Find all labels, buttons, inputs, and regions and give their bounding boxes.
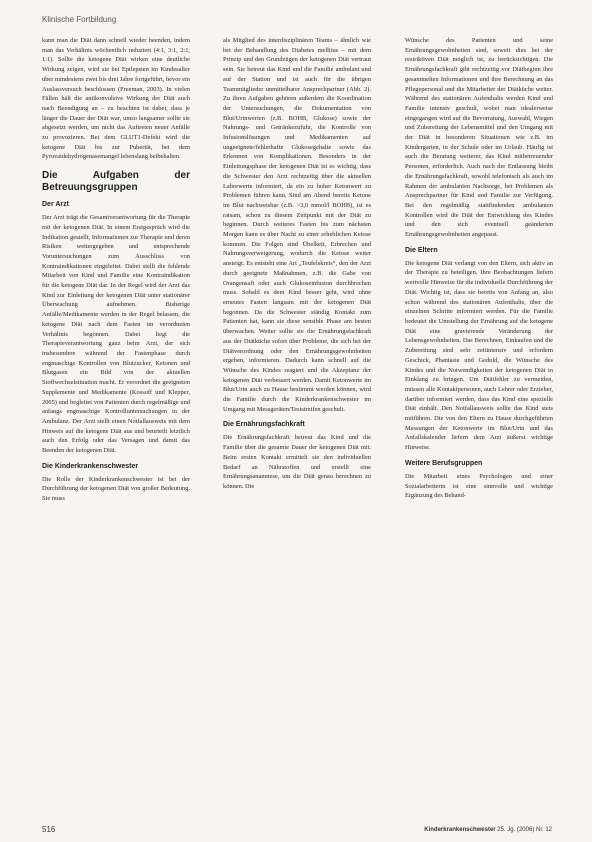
subheading-arzt: Der Arzt <box>42 201 69 209</box>
journal-citation <box>424 827 552 833</box>
text-column-2 <box>223 36 371 812</box>
paragraph: Der Arzt trägt die Gesamtverantwortung für die Therapie mit der ketogenen Diät. In einem Erstgespräch wird die Indikation gestellt, Informationen zur Therapie und deren Risiken weitergegeben und entsprechende Voruntersuchungen zum Ausschluss von Kontraindikationen eingeleitet. Dabei stellt die fehlende Mitarbeit von Kind und Familie eine Kontraindikation für die ketogene Diät dar. In der Regel wird der Arzt das Kind zur Einleitung der ketogenen Diät unter stationärer Überwachung aufnehmen. Bisherige Anfälle/Medikamente werden in der Regel belassen, die ketogene Diät nach dem Fasten im verordneten Verhältnis begonnen. Dabei liegt die Therapieverantwortung ganz beim Arzt, der sich insbesondere während der Fastenphase durch engmaschige Kontrollen von Blutzucker, Ketonen und Blutgasen ein Bild von der aktuellen Stoffwechselsituation macht. Er verordnet die geeigneten Supplemente und Medikamente (Kossoff und Klepper, 2005) und begleitet von Patienten durch regelmäßige und anfangs engmaschige Kontrolluntersuchungen in der Ambulanz. Der Arzt stellt einen Notfallausweis mit dem Hinweis auf die ketogene Diät aus und beurteilt letztlich auch den Erfolg oder das Versagen und damit das Beenden der ketogenen Diät. <box>42 214 190 455</box>
paragraph: als Mitglied des interdisziplinären Teams – ähnlich wie bei der Behandlung des Diabetes mellitus – mit dem Prinzip und den Grundzügen der ketogenen Diät vertraut sein. Sie betreut das Kind und die Familie ambulant und auf der Station und ist auch für die übrigen Teammitglieder unmittelbarer Ansprechpartner (Abb. 2). Zu ihren Aufgaben gehören außerdem die Koordination der Untersuchungen, die Dokumentation von Blut/Urinwerten (z.B. BOHB, Glukose) sowie der Nahrungs- und Getränkezufuhr, die Kontrolle von Infusionslösungen und Medikamenten auf ungeeignete/fehlerhafte Glukosegehalte sowie das Erkennen von Komplikationen. Besonders in der Einleitungsphase der ketogenen Diät ist es wichtig, dass die Schwester den Arzt rechtzeitig über die aktuellen Laborwerte informiert, da ein zu hoher Ketonwert zu Problemen führen kann. Sind am Abend bereits Ketone im Blut nachweisbar (z.B. >3,0 mmol/l BOHB), ist es ratsam, schon zu diesem Zeitpunkt mit der Diät zu beginnen. Durch weiteres Fasten bis zum nächsten Morgen kann es über Nacht zu einer erheblichen Ketose kommen. Die Folgen sind Übelkeit, Erbrechen und Nahrungsverweigerung, wodurch die Ketose weiter ansteigt. Es entsteht eine Art „Teufelskreis“, den der Arzt durch geeignete Maßnahmen, z.B. die Gabe von Orangensaft oder auch Glukoseinfusion durchbrechen muss. Sobald es dem Kind besser geht, wird ohne erneutes Fasten langsam mit der ketogenen Diät begonnen. Da die Schwester ständig Kontakt zum Patienten hat, kann sie diese sensible Phase am besten überwachen. Weiter sollte sie die Ernährungsfachkraft aus der Diätküche sofort über Probleme, die sich bei der Diätverordnung oder den Ernährungsgewohnheiten ergeben, informieren. Dadurch kann schnell auf die Wünsche des Kindes reagiert und die Akzeptanz der ketogenen Diät verbessert werden. Damit Ketonwerte im Blut/Urin auch zu Hause bestimmt werden können, wird die Familie durch die Kinderkrankenschwester im Umgang mit Messgeräten/Teststreifen geschult. <box>223 37 371 413</box>
section-title: Die Aufgaben der Betreuungsgruppen <box>42 170 190 194</box>
subheading-weitere-berufsgruppen: Weitere Berufsgruppen <box>405 459 483 467</box>
paragraph: Die ketogene Diät verlangt von den Eltern, sich aktiv an der Therapie zu beteiligen. Ihre Beobachtungen liefern wertvolle Hinweise für die individuelle Durchführung der Diät. Wichtig ist, dass sie bereits von Anfang an, also schon während des stationären Aufenthalts, über die einzelnen Schritte informiert werden. Für die Familie bedeutet die Umstellung der Ernährung auf die ketogene Diät eine gravierende Veränderung der Lebensgewohnheiten. Das Berechnen, Einkaufen und die Zubereitung sind sehr zeitintensiv und erfordern Geschick, Phantasie und Geduld, die Wünsche des Kindes und die Notwendigkeiten der ketogenen Diät in Einklang zu bringen. Um Diätfehler zu vermeiden, müssen alle Kontaktpersonen, auch Lehrer oder Erzieher, darüber informiert werden, dass das Kind eine spezielle Diät einhält. Den Notfallausweis sollte das Kind stets mitführen. Die von den Eltern zu Hause durchgeführten Messungen der Ketonwerte im Blut/Urin und das Anfallskalender liefern dem Arzt äußerst wichtige Hinweise. <box>405 259 553 452</box>
journal-issue: 25. Jg. (2006) Nr. 12 <box>495 827 552 833</box>
running-head: Klinische Fortbildung <box>42 15 117 24</box>
subheading-kinderkrankenschwester: Die Kinderkrankenschwester <box>42 462 139 470</box>
paragraph: Die Mitarbeit eines Psychologen und einer Sozialarbeiterin ist eine sinnvolle und wichtige Ergänzung des Behand- <box>405 472 553 500</box>
text-column-3 <box>405 36 553 812</box>
subheading-ernaehrungsfachkraft: Die Ernährungsfachkraft <box>223 421 305 429</box>
subheading-eltern: Die Eltern <box>405 246 438 254</box>
paragraph: Die Rolle der Kinderkrankenschwester ist bei der Durchführung der ketogenen Diät von großer Bedeutung. Sie muss <box>42 475 190 503</box>
paragraph: Wünsche des Patienten und seine Ernährungsgewohnheiten sind, soweit dies bei der restriktiven Diät möglich ist, zu berücksichtigen. Die Ernährungsfachkraft gibt rechtzeitig vor Diätbeginn ihre gesammelten Informationen und ihre Berechnung an das Pflegepersonal und die Mitarbeiter der Diätküche weiter. Während des stationären Aufenthalts werden Kind und Familie intensiv geschult, wobei man idealerweise eingegangen wird auf die Bevorratung, Auswahl, Wiegen und Zubereitung der Lebensmittel und den Umgang mit der Diät in besonderen Situationen wie z.B. im Kindergarten, in der Schule oder im Urlaub. Häufig ist auch die Beratung weiterer, das Kind mitbetreuender Personen, erforderlich. Auch nach der Entlassung bleibt die Ernährungsfachkraft, sowohl telefonisch als auch im Rahmen der ambulanten Nachsorge, bei Problemen als Ansprechpartner für Kind und Familie zur Verfügung. Bei den regelmäßig stattfindenden ambulanten Kontrollen wird die Diät der Entwicklung des Kindes und den sich eventuell geänderten Ernährungsgewohnheiten angepasst. <box>405 37 553 239</box>
paragraph: kann man die Diät dann schnell wieder beenden, indem man das Verhältnis wöchentlich reduziert (4:1, 3:1, 2:1, 1:1). Sollte die ketogene Diät wirken eine deutliche Wirkung zeigen, wird sie bei Epilepsien im Kindesalter über mindestens zwei bis drei Jahre fortgeführt, bevor ein Auslassversuch beschlossen (Freeman, 2003). In vielen Fällen hält die antikonvulsive Wirkung der Diät auch nach Beendigung an – zu beachten ist dabei, dass je länger die Dauer der Diät war, umso langsamer sollte sie abgesetzt werden, um nicht das Auftreten neuer Anfälle zu provozieren. Bei dem GLUT1-Defekt wird die ketogene Diät bis zur Pubertät, bei dem Pyruvatdehydrogenasemangel lebenslang beibehalten. <box>42 37 190 161</box>
page-number: 516 <box>42 825 56 834</box>
text-column-1 <box>42 36 190 812</box>
journal-name: Kinderkrankenschwester <box>424 827 496 833</box>
paragraph: Die Ernährungsfachkraft betreut das Kind und die Familie über die gesamte Dauer der ketogenen Diät mit. Beim ersten Kontakt ermittelt sie den individuellen Bedarf an Nährstoffen und erstellt eine Ernährungsanamnese, um die Diät genau berechnen zu können. Die <box>223 434 371 490</box>
